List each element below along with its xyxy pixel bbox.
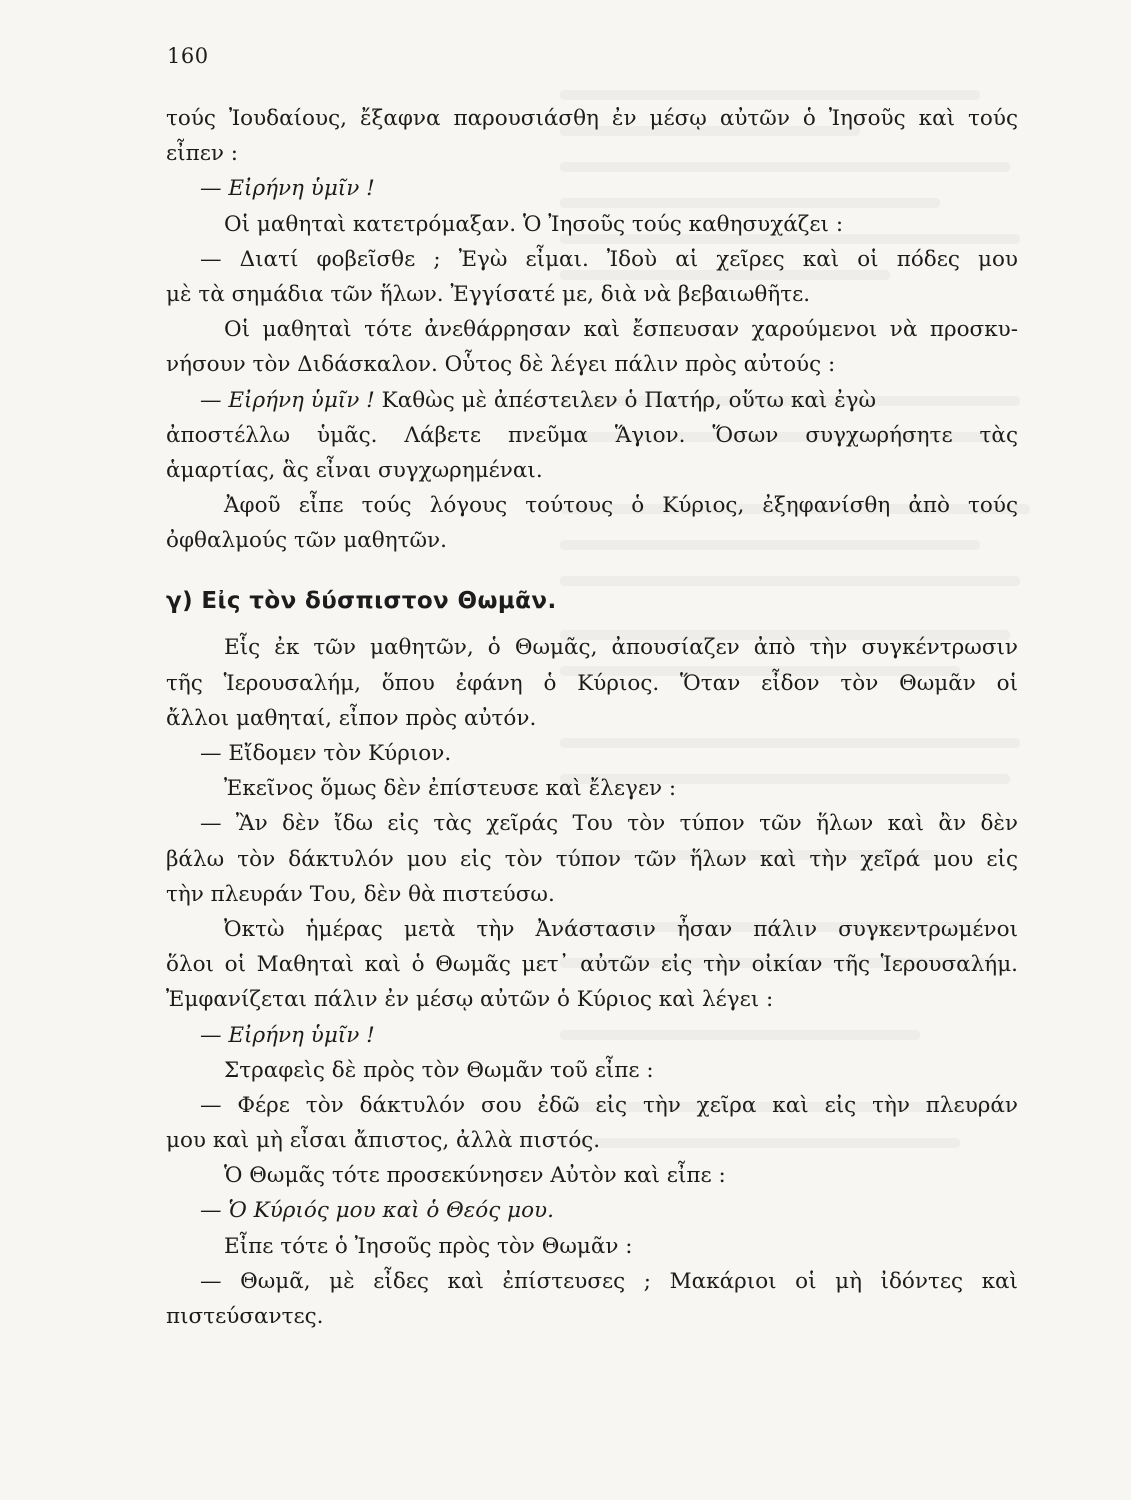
top-text-block	[166, 101, 1018, 558]
text-line: ὅλοι οἱ Μαθηταὶ καὶ ὁ Θωμᾶς μετ᾽ αὐτῶν εἰς τὴν οἰκίαν τῆς Ἱερουσαλήμ.	[166, 952, 1018, 978]
text-line: ὀφθαλμούς τῶν μαθητῶν.	[166, 528, 447, 554]
text-line: Ὁ Θωμᾶς τότε προσεκύνησεν Αὐτὸν καὶ εἶπε :	[224, 1163, 726, 1189]
text-line: Ἐμφανίζεται πάλιν ἐν μέσῳ αὐτῶν ὁ Κύριος καὶ λέγει :	[166, 987, 774, 1013]
text-line: Εἷς ἐκ τῶν μαθητῶν, ὁ Θωμᾶς, ἀπουσίαζεν ἀπὸ τὴν συγκέντρωσιν	[224, 635, 1018, 661]
text-line: — Εἰρήνη ὑμῖν !	[200, 176, 375, 202]
text-line: ἀποστέλλω ὑμᾶς. Λάβετε πνεῦμα Ἅγιον. Ὅσων συγχωρήσητε τὰς	[166, 422, 1018, 448]
text-line: — Θωμᾶ, μὲ εἶδες καὶ ἐπίστευσες ; Μακάριοι οἱ μὴ ἰδόντες καὶ	[200, 1268, 1018, 1294]
text-line: — Φέρε τὸν δάκτυλόν σου ἐδῶ εἰς τὴν χεῖρα καὶ εἰς τὴν πλευράν	[200, 1092, 1018, 1118]
text-line: Οἱ μαθηταὶ τότε ἀνεθάρρησαν καὶ ἔσπευσαν χαρούμενοι νὰ προσκυ-	[224, 317, 1018, 343]
text-line: νήσουν τὸν Διδάσκαλον. Οὗτος δὲ λέγει πάλιν πρὸς αὐτούς :	[166, 352, 836, 378]
text-line: ἁμαρτίας, ἃς εἶναι συγχωρημέναι.	[166, 457, 543, 483]
italic-phrase: — Εἰρήνη ὑμῖν !	[200, 387, 375, 413]
text-line: εἶπεν :	[166, 141, 238, 167]
text-line	[166, 383, 1018, 418]
section-heading: γ) Εἰς τὸν δύσπιστον Θωμᾶν.	[166, 588, 557, 615]
text-line: Ἐκεῖνος ὅμως δὲν ἐπίστευσε καὶ ἔλεγεν :	[224, 776, 677, 802]
text-line: ἄλλοι μαθηταί, εἶπον πρὸς αὐτόν.	[166, 705, 537, 731]
bottom-text-block	[166, 630, 1018, 1334]
text-line: Στραφεὶς δὲ πρὸς τὸν Θωμᾶν τοῦ εἶπε :	[224, 1057, 654, 1083]
text-line: Οἱ μαθηταὶ κατετρόμαξαν. Ὁ Ἰησοῦς τούς καθησυχάζει :	[224, 211, 844, 237]
text-line: — Διατί φοβεῖσθε ; Ἐγὼ εἶμαι. Ἰδοὺ αἱ χεῖρες καὶ οἱ πόδες μου	[200, 246, 1018, 272]
page-body	[166, 101, 1018, 1334]
text-line: πιστεύσαντες.	[166, 1304, 324, 1329]
text-line: βάλω τὸν δάκτυλόν μου εἰς τὸν τύπον τῶν ἥλων καὶ τὴν χεῖρά μου εἰς	[166, 846, 1018, 872]
text-line: — Ὁ Κύριός μου καὶ ὁ Θεός μου.	[200, 1198, 554, 1224]
text-line: τῆς Ἱερουσαλήμ, ὅπου ἐφάνη ὁ Κύριος. Ὅταν εἶδον τὸν Θωμᾶν οἱ	[166, 670, 1018, 696]
text-line: μου καὶ μὴ εἶσαι ἄπιστος, ἀλλὰ πιστός.	[166, 1128, 601, 1154]
text-line: Ἀφοῦ εἶπε τούς λόγους τούτους ὁ Κύριος, ἐξηφανίσθη ἀπὸ τούς	[224, 493, 1018, 519]
text-line: μὲ τὰ σημάδια τῶν ἥλων. Ἐγγίσατέ με, διὰ νὰ βεβαιωθῆτε.	[166, 281, 811, 307]
text-line: — Ἂν δὲν ἴδω εἰς τὰς χεῖράς Του τὸν τύπον τῶν ἥλων καὶ ἂν δὲν	[200, 811, 1018, 837]
page-number: 160	[167, 44, 209, 68]
text-line: Ὀκτὼ ἡμέρας μετὰ τὴν Ἀνάστασιν ἦσαν πάλιν συγκεντρωμένοι	[224, 916, 1018, 942]
text-line: — Εἴδομεν τὸν Κύριον.	[200, 741, 452, 766]
text-line: τὴν πλευράν Του, δὲν θὰ πιστεύσω.	[166, 881, 555, 907]
text-line: — Εἰρήνη ὑμῖν !	[200, 1022, 375, 1048]
text-line: τούς Ἰουδαίους, ἔξαφνα παρουσιάσθη ἐν μέσῳ αὐτῶν ὁ Ἰησοῦς καὶ τούς	[166, 106, 1018, 131]
line-text: Καθὼς μὲ ἀπέστειλεν ὁ Πατήρ, οὕτω καὶ ἐγὼ	[374, 387, 877, 413]
text-line: Εἶπε τότε ὁ Ἰησοῦς πρὸς τὸν Θωμᾶν :	[224, 1233, 633, 1259]
